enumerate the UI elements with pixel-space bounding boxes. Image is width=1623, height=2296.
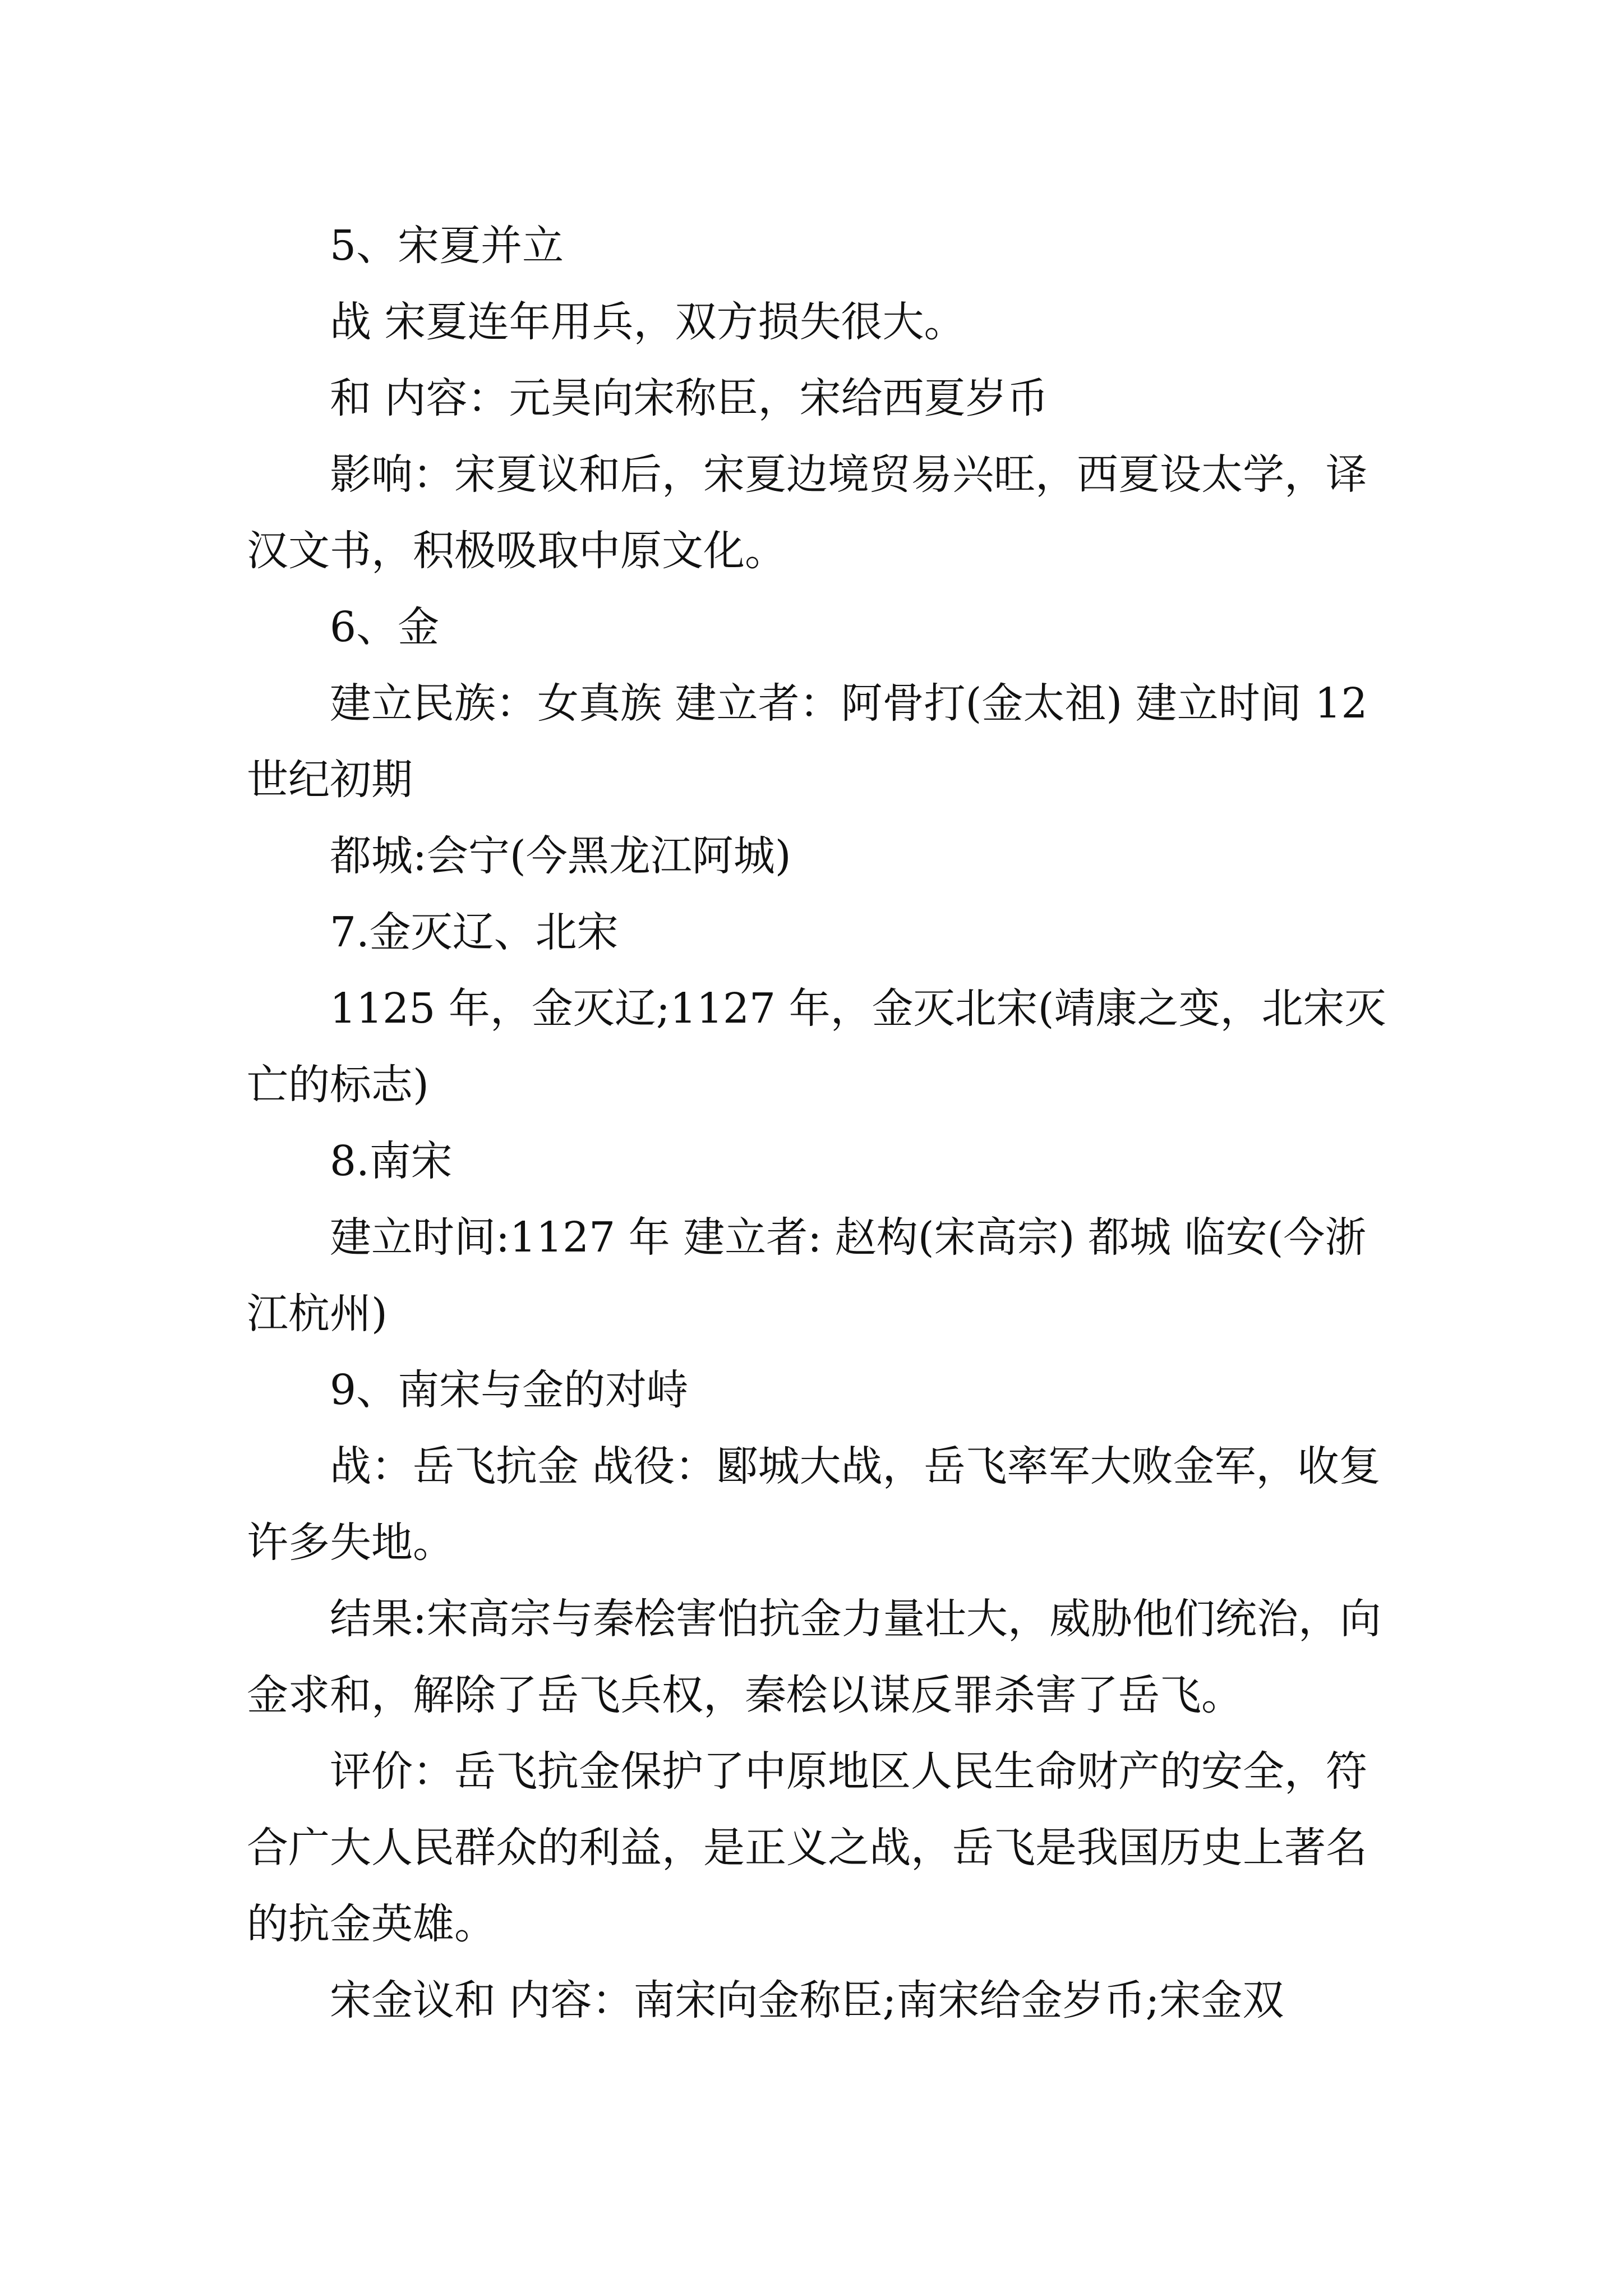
paragraph-influence: 影响：宋夏议和后，宋夏边境贸易兴旺，西夏设太学，译汉文书，积极吸取中原文化。 (247, 450, 1367, 575)
paragraph-peace: 和 内容：元昊向宋称臣，宋给西夏岁币 (330, 374, 1049, 422)
heading-song-xia: 5、宋夏并立 (330, 222, 564, 270)
paragraph-war: 战 宋夏连年用兵，双方损失很大。 (330, 298, 966, 346)
heading-jin: 6、金 (330, 603, 440, 651)
heading-confrontation: 9、南宋与金的对峙 (330, 1366, 689, 1414)
paragraph-jin-conquest: 1125 年，金灭辽;1127 年，金灭北宋(靖康之变，北宋灭亡的标志) (247, 984, 1386, 1109)
document-body (247, 208, 1402, 2039)
paragraph-jin-capital: 都城:会宁(今黑龙江阿城) (330, 832, 791, 880)
paragraph-evaluation: 评价：岳飞抗金保护了中原地区人民生命财产的安全，符合广大人民群众的利益，是正义之战，岳飞是我国历史上著名的抗金英雄。 (247, 1747, 1367, 1948)
paragraph-yue-fei-war: 战：岳飞抗金 战役：郾城大战，岳飞率军大败金军，收复许多失地。 (247, 1442, 1381, 1567)
paragraph-song-jin-peace: 宋金议和 内容：南宋向金称臣;南宋给金岁币;宋金双 (330, 1976, 1284, 2024)
paragraph-jin-founding: 建立民族：女真族 建立者：阿骨打(金太祖) 建立时间 12 世纪初期 (247, 679, 1368, 804)
paragraph-result: 结果:宋高宗与秦桧害怕抗金力量壮大，威胁他们统治，向金求和，解除了岳飞兵权，秦桧以谋反罪杀害了岳飞。 (247, 1595, 1381, 1719)
heading-jin-conquest: 7.金灭辽、北宋 (330, 908, 619, 956)
heading-southern-song: 8.南宋 (330, 1137, 453, 1185)
paragraph-southern-song: 建立时间:1127 年 建立者: 赵构(宋高宗) 都城 临安(今浙江杭州) (247, 1213, 1367, 1338)
